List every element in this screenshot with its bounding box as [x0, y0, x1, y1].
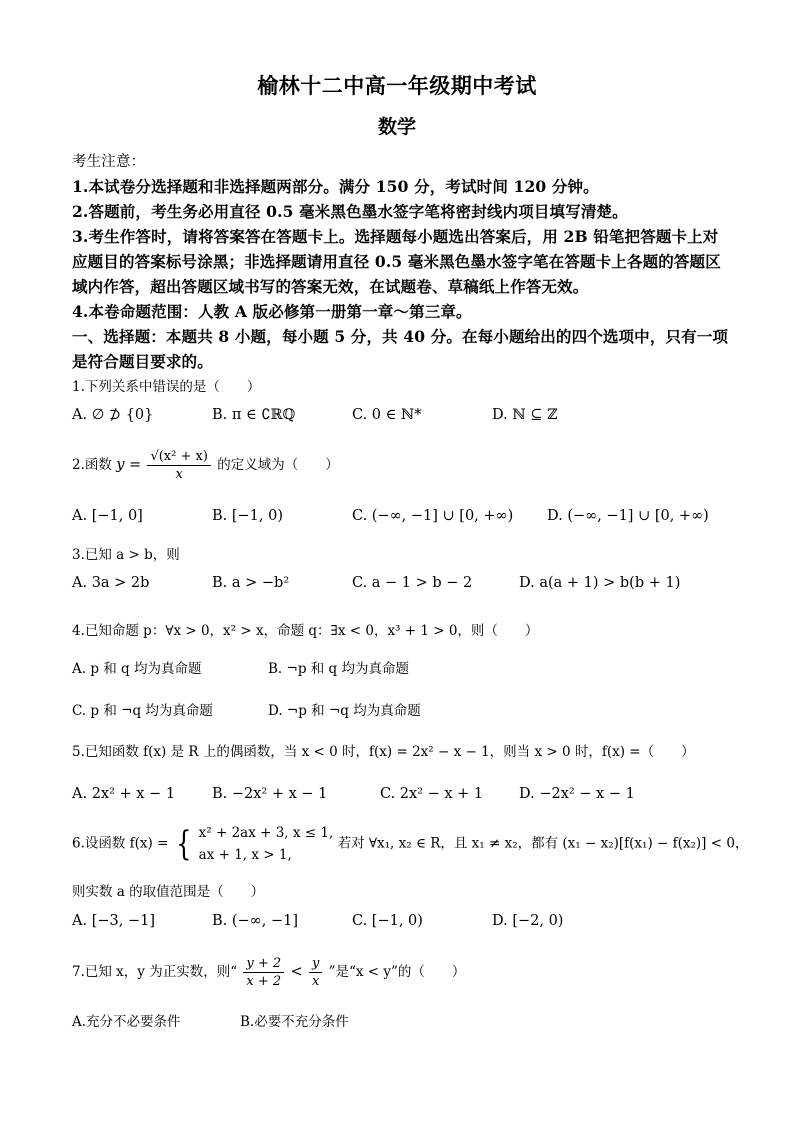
notice-item-3-cont-2: 域内作答，超出答题区域书写的答案无效，在试题卷、草稿纸上作答无效。: [72, 277, 589, 296]
q2-prefix: 2.函数: [72, 457, 112, 473]
q2-option-c: C. (−∞, −1] ∪ [0, +∞): [352, 508, 514, 524]
q2-numerator: √(x² + x): [147, 449, 210, 466]
q2-suffix: 的定义域为（ ）: [217, 457, 339, 473]
q6-option-d: D. [−2, 0): [492, 913, 564, 929]
q6-piecewise: [199, 822, 334, 866]
q2-option-a: A. [−1, 0]: [72, 508, 143, 524]
q3-option-b: B. a > −b²: [212, 575, 290, 591]
q7-numerator-2: y: [309, 956, 322, 973]
q6-case-2: ax + 1, x > 1,: [198, 847, 292, 863]
q7-denominator-2: x: [311, 974, 320, 989]
q5-option-d: D. −2x² − x − 1: [519, 786, 635, 802]
q4-option-a: A. p 和 q 均为真命题: [72, 661, 202, 677]
q7-fraction-1: [243, 956, 284, 989]
q3-option-c: C. a − 1 > b − 2: [352, 575, 473, 591]
q5-option-c: C. 2x² − x + 1: [380, 786, 484, 802]
q6-prefix: 6.设函数 f(x) =: [72, 835, 169, 852]
q6-stem-line2: 则实数 a 的取值范围是（ ）: [72, 884, 265, 900]
q7-stem: [72, 956, 465, 989]
section-heading-line2: 是符合题目要求的。: [72, 352, 213, 371]
q6-brace: {: [175, 824, 192, 864]
q7-option-a: A.充分不必要条件: [72, 1014, 181, 1030]
q6-option-a: A. [−3, −1]: [72, 913, 155, 929]
notice-item-4: 4.本卷命题范围：人教 A 版必修第一册第一章～第三章。: [72, 302, 472, 321]
q2-option-b: B. [−1, 0): [212, 508, 284, 524]
q2-denominator: x: [175, 467, 183, 482]
q1-option-a: A. ∅ ⊅ {0}: [72, 407, 154, 423]
q7-fraction-2: [309, 956, 322, 989]
notice-heading: 考生注意：: [72, 154, 146, 170]
q7-suffix: ”是“x < y”的（ ）: [328, 964, 466, 980]
q5-option-a: A. 2x² + x − 1: [72, 786, 176, 802]
q4-option-b: B. ¬p 和 q 均为真命题: [268, 661, 409, 677]
q4-stem: 4.已知命题 p：∀x > 0，x² > x，命题 q：∃x < 0，x³ + 1 > 0，则（ ）: [72, 623, 539, 639]
q4-option-c: C. p 和 ¬q 均为真命题: [72, 703, 213, 719]
q7-less-than: <: [290, 964, 303, 980]
subject-title: 数学: [377, 116, 416, 138]
q1-stem: 1.下列关系中错误的是（ ）: [72, 379, 261, 395]
exam-title: 榆林十二中高一年级期中考试: [257, 73, 537, 98]
q7-prefix: 7.已知 x，y 为正实数，则“: [72, 964, 238, 980]
q3-option-a: A. 3a > 2b: [72, 575, 150, 591]
q3-option-d: D. a(a + 1) > b(b + 1): [519, 575, 681, 591]
q7-numerator-1: y + 2: [243, 956, 284, 973]
q6-suffix: 若对 ∀x₁, x₂ ∈ R，且 x₁ ≠ x₂，都有 (x₁ − x₂)[f(x₁) − f(x₂)] < 0，: [337, 835, 749, 852]
q1-option-b: B. π ∈ ∁ℝℚ: [212, 407, 296, 423]
q1-option-c: C. 0 ∈ ℕ*: [352, 407, 422, 423]
notice-item-3: 3.考生作答时，请将答案答在答题卡上。选择题每小题选出答案后，用 2B 铅笔把答题卡上对: [72, 227, 719, 246]
notice-item-2: 2.答题前，考生务必用直径 0.5 毫米黑色墨水签字笔将密封线内项目填写清楚。: [72, 202, 628, 221]
q6-stem: [72, 822, 748, 866]
q6-option-b: B. (−∞, −1]: [212, 913, 299, 929]
section-heading-line1: 一、选择题：本题共 8 小题，每小题 5 分，共 40 分。在每小题给出的四个选项中，只有一项: [72, 327, 729, 346]
q6-case-1: x² + 2ax + 3, x ≤ 1,: [198, 825, 334, 841]
q2-option-d: D. (−∞, −1] ∪ [0, +∞): [547, 508, 709, 524]
q7-denominator-1: x + 2: [246, 974, 282, 989]
q2-stem: [72, 449, 339, 482]
q5-stem: 5.已知函数 f(x) 是 R 上的偶函数，当 x < 0 时，f(x) = 2x² − x − 1，则当 x > 0 时，f(x) =（ ）: [72, 744, 695, 760]
notice-item-3-cont-1: 应题目的答案标号涂黑；非选择题请用直径 0.5 毫米黑色墨水签字笔在答题卡上各题的答题区: [72, 252, 721, 271]
q1-option-d: D. ℕ ⊆ ℤ: [492, 407, 558, 423]
q7-option-b: B.必要不充分条件: [240, 1014, 349, 1030]
q2-lhs: y =: [116, 457, 142, 473]
notice-item-1: 1.本试卷分选择题和非选择题两部分。满分 150 分，考试时间 120 分钟。: [72, 177, 599, 196]
q6-option-c: C. [−1, 0): [352, 913, 423, 929]
q4-option-d: D. ¬p 和 ¬q 均为真命题: [268, 703, 421, 719]
q3-stem: 3.已知 a > b，则: [72, 547, 180, 563]
q5-option-b: B. −2x² + x − 1: [212, 786, 328, 802]
q2-fraction: [147, 449, 210, 482]
